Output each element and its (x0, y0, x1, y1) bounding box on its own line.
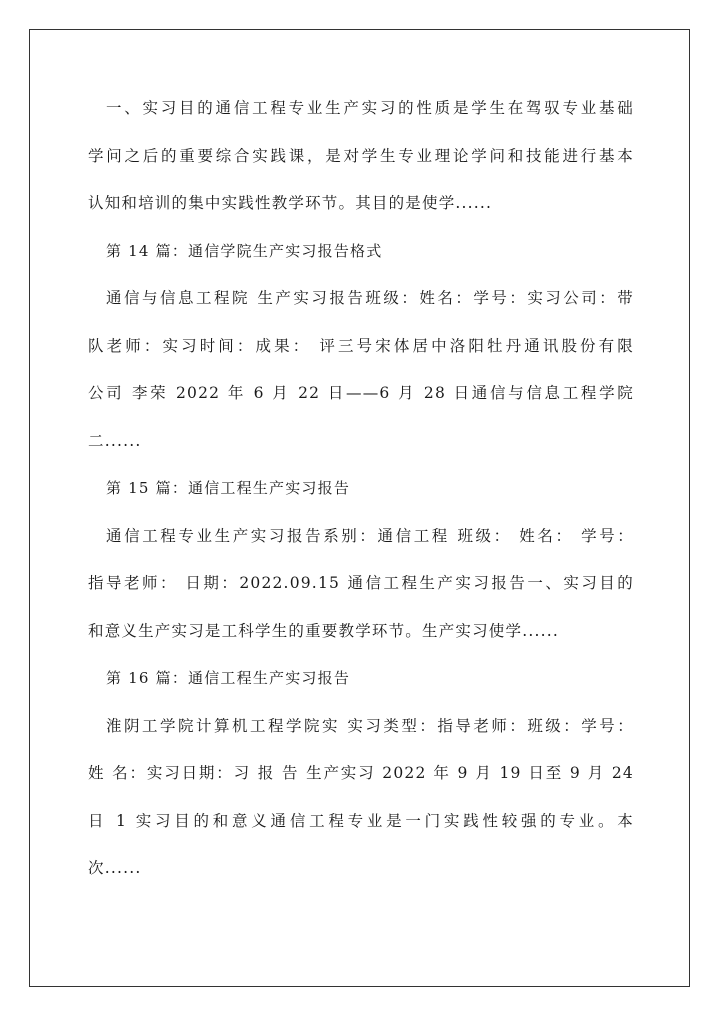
paragraph-line: 一、实习目的通信工程专业生产实习的性质是学生在驾驭专业基础 (106, 99, 634, 117)
document-body (88, 94, 634, 902)
paragraph-line: 公司 李荣 2022 年 6 月 22 日——6 月 28 日通信与信息工程学院 (88, 384, 634, 402)
section-heading: 第 16 篇：通信工程生产实习报告 (106, 669, 351, 687)
paragraph-line: 学问之后的重要综合实践课，是对学生专业理论学问和技能进行基本 (88, 146, 634, 165)
paragraph-line: 认知和培训的集中实践性教学环节。其目的是使学...... (88, 194, 493, 212)
paragraph-line: 通信工程专业生产实习报告系别：通信工程 班级： 姓名： 学号： (106, 526, 634, 545)
paragraph-line: 次...... (88, 859, 142, 877)
paragraph-line: 队老师：实习时间：成果： 评三号宋体居中洛阳牡丹通讯股份有限 (88, 336, 634, 355)
paragraph-line: 和意义生产实习是工科学生的重要教学环节。生产实习使学...... (88, 621, 559, 640)
paragraph-line: 通信与信息工程院 生产实习报告班级：姓名：学号：实习公司：带 (106, 289, 634, 307)
paragraph-line: 二...... (88, 431, 142, 450)
paragraph-line: 淮阴工学院计算机工程学院实 实习类型：指导老师：班级：学号： (106, 716, 634, 735)
section-heading: 第 15 篇：通信工程生产实习报告 (106, 479, 351, 497)
paragraph-line: 姓 名：实习日期：习 报 告 生产实习 2022 年 9 月 19 日至 9 月 24 (88, 764, 634, 782)
paragraph-line: 指导老师： 日期：2022.09.15 通信工程生产实习报告一、实习目的 (88, 574, 634, 592)
section-heading: 第 14 篇：通信学院生产实习报告格式 (106, 241, 383, 260)
paragraph-line: 日 1 实习目的和意义通信工程专业是一门实践性较强的专业。本 (88, 811, 634, 830)
